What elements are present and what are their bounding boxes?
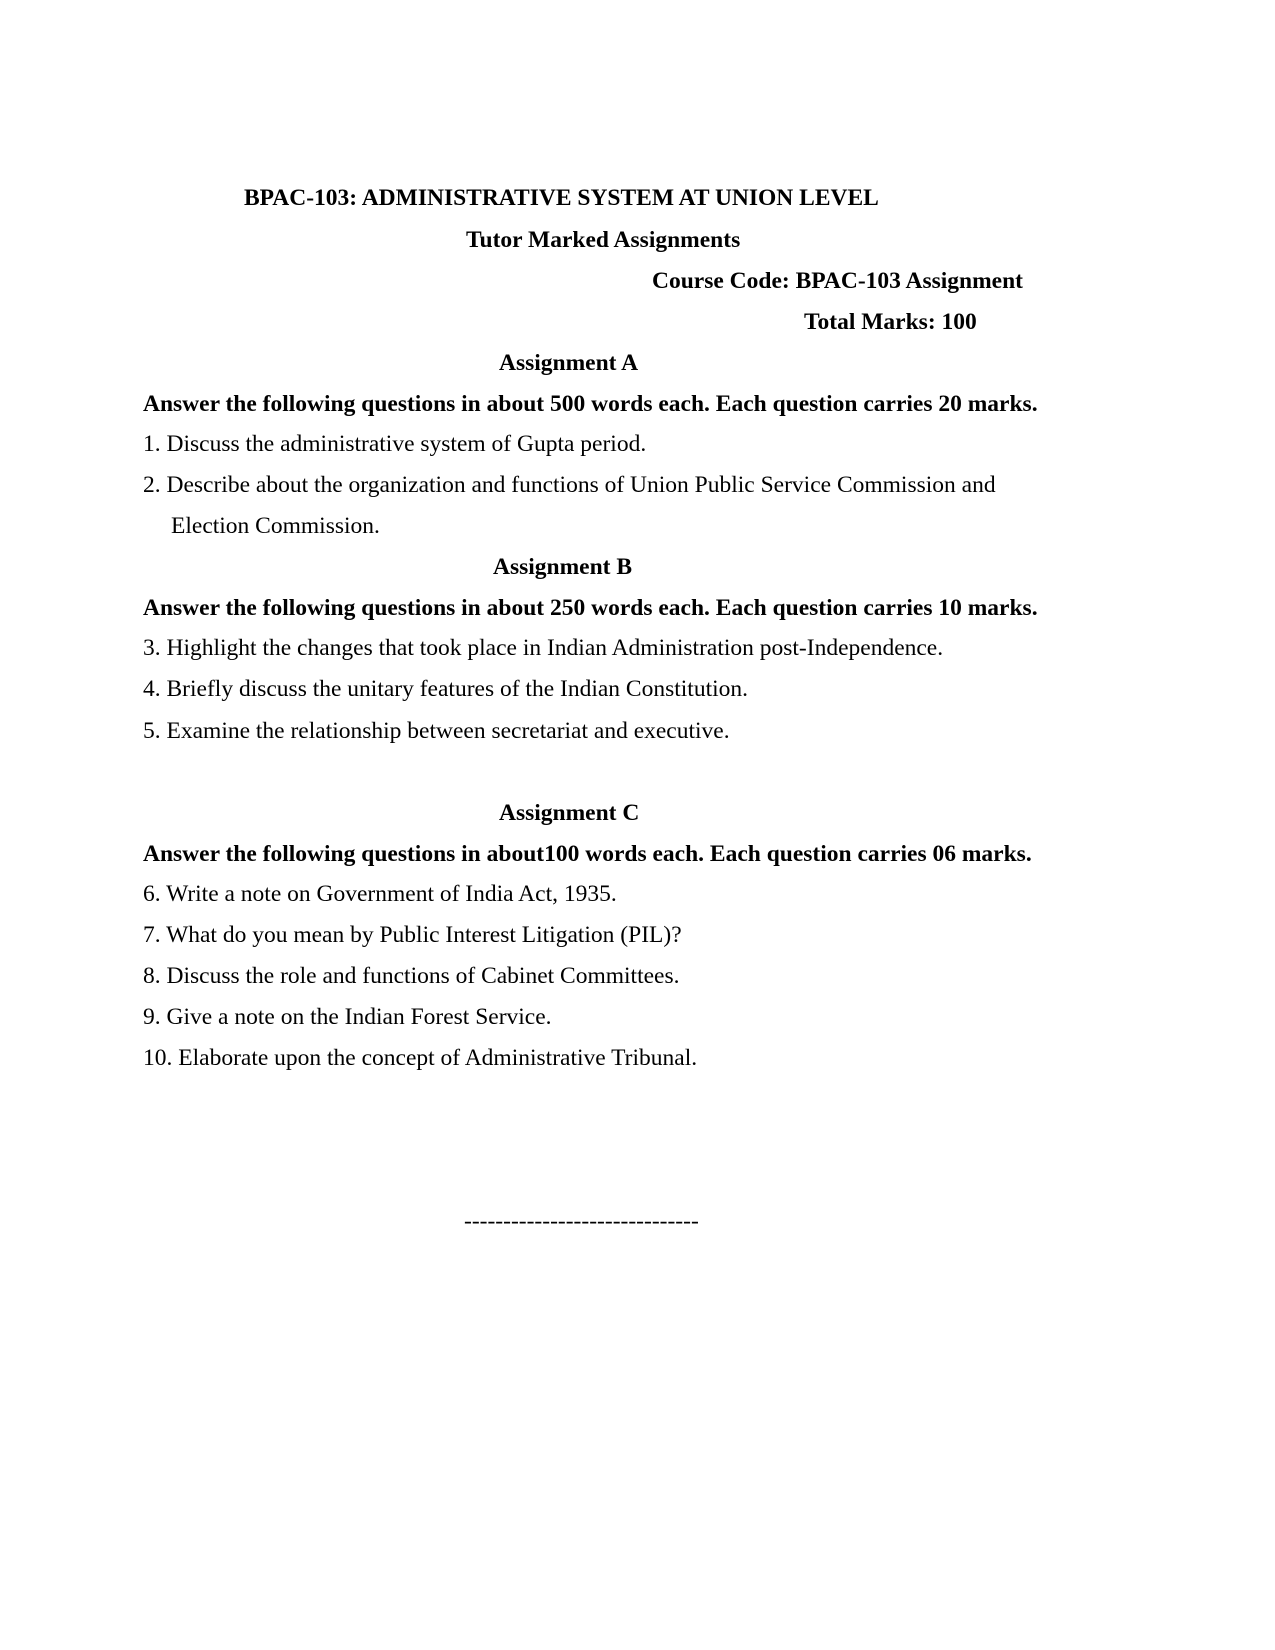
question-8: 8. Discuss the role and functions of Cabinet Committees. <box>143 963 680 989</box>
assignment-c-instruction: Answer the following questions in about100 words each. Each question carries 06 marks. <box>143 841 1032 867</box>
total-marks: Total Marks: 100 <box>804 309 977 335</box>
question-7: 7. What do you mean by Public Interest Litigation (PIL)? <box>143 922 682 948</box>
assignment-a-heading: Assignment A <box>499 350 639 376</box>
question-2-continued: Election Commission. <box>171 513 380 539</box>
question-2: 2. Describe about the organization and functions of Union Public Service Commission and <box>143 472 996 498</box>
question-4: 4. Briefly discuss the unitary features of the Indian Constitution. <box>143 676 749 702</box>
course-code: Course Code: BPAC-103 Assignment <box>652 268 1023 294</box>
assignment-c-heading: Assignment C <box>499 800 640 826</box>
assignment-b-instruction: Answer the following questions in about 250 words each. Each question carries 10 marks. <box>143 595 1038 621</box>
document-subtitle: Tutor Marked Assignments <box>466 227 741 253</box>
question-10: 10. Elaborate upon the concept of Administrative Tribunal. <box>143 1045 698 1071</box>
assignment-a-instruction: Answer the following questions in about 500 words each. Each question carries 20 marks. <box>143 391 1038 417</box>
question-6: 6. Write a note on Government of India Act, 1935. <box>143 881 617 907</box>
question-9: 9. Give a note on the Indian Forest Service. <box>143 1004 552 1030</box>
document-title: BPAC-103: ADMINISTRATIVE SYSTEM AT UNION LEVEL <box>244 185 879 211</box>
question-1: 1. Discuss the administrative system of Gupta period. <box>143 431 647 457</box>
footer-separator: ------------------------------ <box>464 1208 699 1234</box>
assignment-b-heading: Assignment B <box>493 554 633 580</box>
question-5: 5. Examine the relationship between secretariat and executive. <box>143 718 730 744</box>
question-3: 3. Highlight the changes that took place in Indian Administration post-Independence. <box>143 635 944 661</box>
